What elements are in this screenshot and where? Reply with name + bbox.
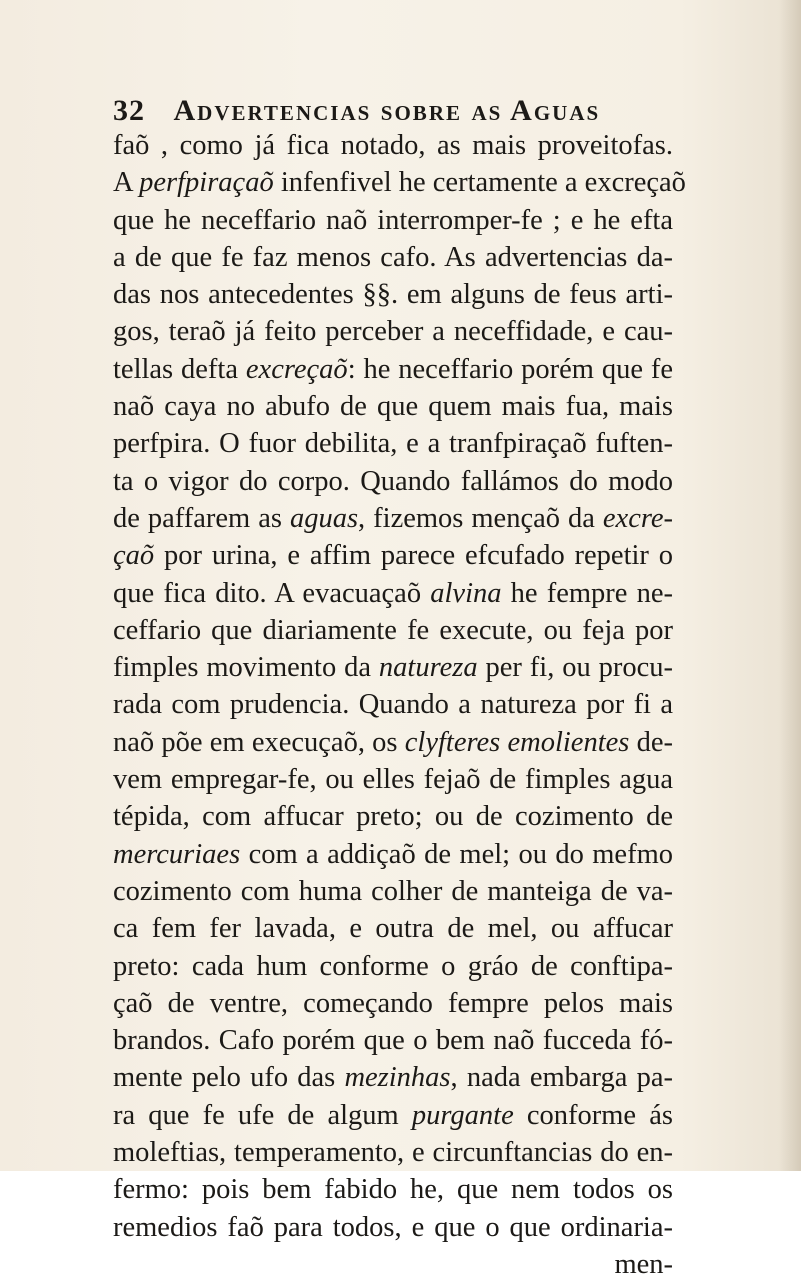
- text-line: remedios faõ para todos, e que o que ordinaria-: [113, 1211, 673, 1243]
- text-line: que fica dito. A evacuaçaõ alvina he fempre ne-: [113, 577, 673, 609]
- text-line: ceffario que diariamente fe execute, ou feja por: [113, 614, 673, 646]
- text-line: gos, teraõ já feito perceber a neceffidade, e cau-: [113, 316, 673, 348]
- text-line: mente pelo ufo das mezinhas, nada embarga pa-: [113, 1062, 673, 1094]
- text-line: fimples movimento da natureza per fi, ou procu-: [113, 652, 673, 684]
- italic-term: natureza: [378, 652, 478, 684]
- text-line: fermo: pois bem fabido he, que nem todos os: [113, 1174, 673, 1206]
- italic-term: aguas: [289, 502, 359, 534]
- text-line: tépida, com affucar preto; ou de cozimento de: [113, 801, 673, 833]
- text-line: naõ põe em execuçaõ, os clyfteres emolientes de-: [113, 726, 673, 758]
- text-line: tellas defta excreçaõ: he neceffario porém que fe: [113, 353, 674, 385]
- italic-term: mercuriaes: [113, 838, 241, 870]
- page-edge-shadow: [779, 0, 801, 1171]
- italic-term: excreçaõ: [245, 353, 348, 385]
- text-line: ra que fe ufe de algum purgante conforme ás: [113, 1099, 673, 1131]
- running-title: Advertencias sobre as Aguas: [173, 94, 601, 127]
- text-line: vem empregar-fe, ou elles fejaõ de fimples agua: [113, 764, 673, 796]
- text-line: çaõ por urina, e affim parece efcufado repetir o: [113, 540, 673, 572]
- text-line: de paffarem as aguas, fizemos mençaõ da excre-: [113, 502, 674, 534]
- italic-term: perfpiraçaõ: [139, 167, 274, 199]
- italic-term: clyfteres emolientes: [404, 726, 630, 758]
- text-line: que he neceffario naõ interromper-fe ; e he efta: [113, 204, 673, 236]
- text-line: das nos antecedentes §§. em alguns de feus arti-: [113, 279, 673, 311]
- text-line: preto: cada hum conforme o gráo de conftipa-: [113, 950, 673, 982]
- text-line: faõ , como já fica notado, as mais proveitofas.: [113, 130, 673, 161]
- text-line: mercuriaes com a addiçaõ de mel; ou do mefmo: [113, 838, 673, 870]
- italic-term: purgante: [411, 1099, 514, 1131]
- italic-term: alvina: [430, 577, 502, 609]
- text-line: moleftias, temperamento, e circunftancias do en-: [113, 1137, 673, 1169]
- text-line: men-: [614, 1248, 673, 1280]
- text-line: perfpira. O fuor debilita, e a tranfpiraçaõ fuften-: [113, 428, 673, 460]
- text-line: A perfpiraçaõ infenfivel he certamente a excreçaõ: [113, 167, 686, 199]
- text-line: rada com prudencia. Quando a natureza por fi a: [113, 689, 673, 721]
- italic-term: çaõ: [113, 540, 155, 572]
- text-line: ca fem fer lavada, e outra de mel, ou affucar: [113, 913, 673, 945]
- body-text: [113, 127, 686, 1283]
- text-line: çaõ de ventre, começando fempre pelos mais: [113, 987, 673, 1019]
- italic-term: excre-: [602, 502, 674, 534]
- text-line: naõ caya no abufo de que quem mais fua, mais: [113, 391, 673, 423]
- text-line: ta o vigor do corpo. Quando fallámos do modo: [113, 465, 673, 497]
- text-line: cozimento com huma colher de manteiga de va-: [113, 875, 673, 907]
- text-line: a de que fe faz menos cafo. As advertencias da-: [113, 241, 673, 273]
- italic-term: mezinhas: [344, 1062, 451, 1094]
- text-line: brandos. Cafo porém que o bem naõ fucceda fó-: [113, 1025, 673, 1057]
- page-number: 32: [113, 94, 145, 127]
